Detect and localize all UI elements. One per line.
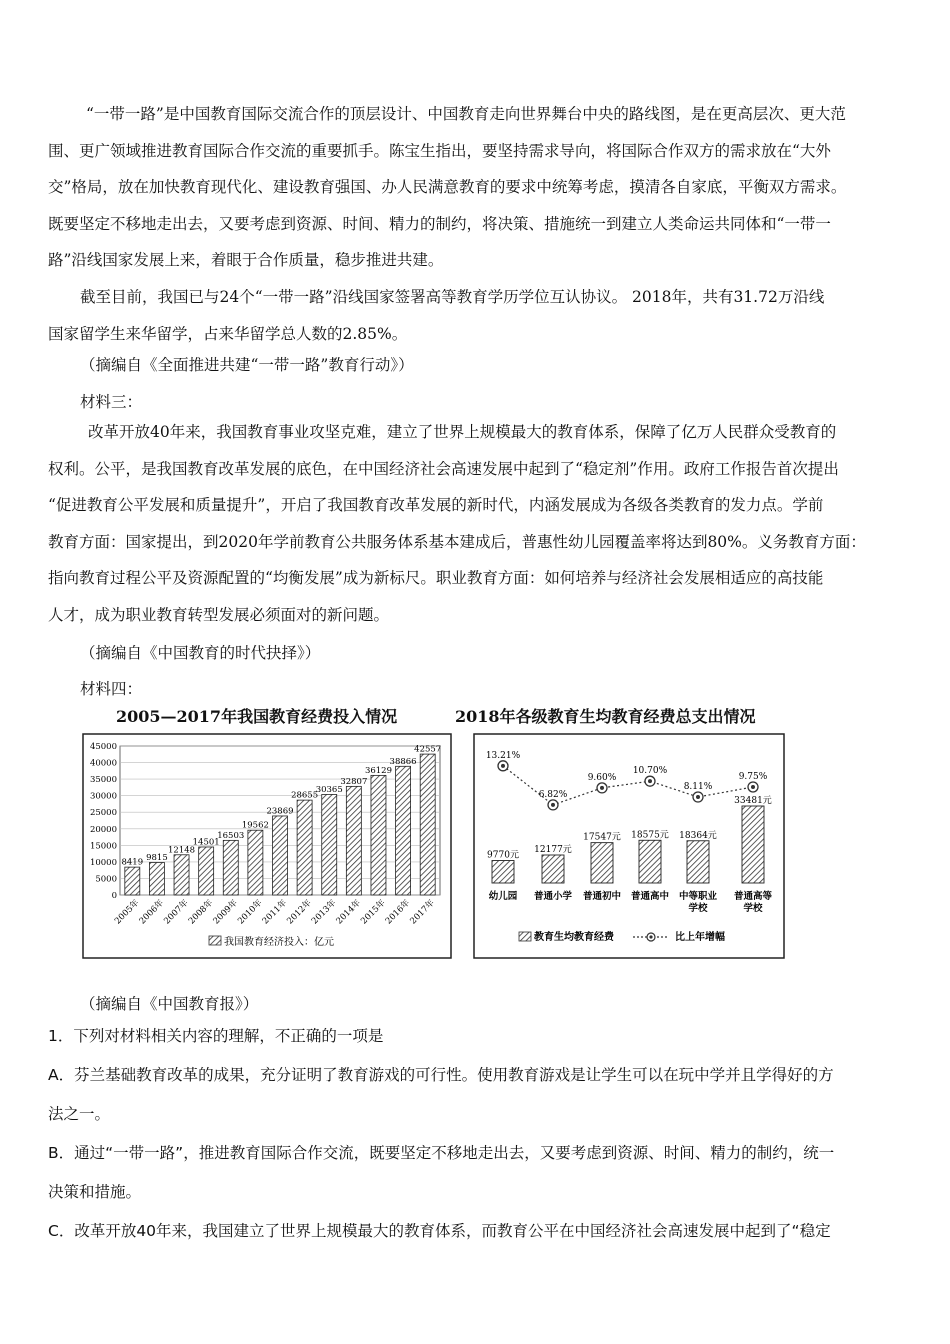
option-b-line[interactable]: 决策和措施。 bbox=[48, 1183, 142, 1201]
text-line: 交”格局，放在加快教育现代化、建设教育强国、办人民满意教育的要求中统筹考虑，摸清各自家底，平衡双方需求。 bbox=[48, 178, 847, 197]
bar-value-label: 12148 bbox=[168, 845, 196, 856]
growth-value-label: 9.60% bbox=[587, 772, 617, 783]
x-category-label: 幼儿园 bbox=[488, 891, 518, 902]
bar bbox=[492, 861, 514, 883]
bar bbox=[396, 766, 411, 895]
text-line: 既要坚定不移地走出去，又要考虑到资源、时间、精力的制约，将决策、措施统一到建立人类命运共同体和“一带一 bbox=[48, 214, 831, 233]
x-tick-label: 2005年 bbox=[113, 898, 142, 927]
x-tick-label: 2017年 bbox=[408, 898, 437, 927]
x-category-label: 普通高中 bbox=[630, 891, 670, 902]
text-line: 人才，成为职业教育转型发展必须面对的新问题。 bbox=[48, 605, 390, 624]
growth-point-dot bbox=[751, 785, 755, 789]
text-line: “一带一路”是中国教育国际交流合作的顶层设计、中国教育走向世界舞台中央的路线图，是在更高层次、更大范 bbox=[86, 105, 846, 123]
y-tick-label: 15000 bbox=[89, 841, 117, 852]
y-tick-label: 45000 bbox=[89, 742, 117, 752]
source-citation: （摘编自《中国教育的时代抉择》） bbox=[80, 644, 321, 662]
bar-value-label: 19562 bbox=[241, 820, 269, 831]
option-c-line[interactable]: C．改革开放40年来，我国建立了世界上规模最大的教育体系，而教育公平在中国经济社会高速发展中起到了“稳定 bbox=[48, 1222, 831, 1240]
growth-point-dot bbox=[600, 786, 604, 790]
text-line: 围、更广领域推进教育国际合作交流的重要抓手。陈宝生指出，要坚持需求导向，将国际合作双方的需求放在“大外 bbox=[48, 141, 831, 160]
x-tick-label: 2007年 bbox=[162, 898, 191, 927]
bar-value-label: 14501 bbox=[192, 837, 220, 848]
growth-point-dot bbox=[696, 795, 700, 799]
x-category-label: 中等职业 bbox=[678, 891, 718, 902]
bar bbox=[125, 867, 140, 895]
bar bbox=[639, 840, 661, 883]
y-tick-label: 10000 bbox=[89, 857, 117, 868]
legend-swatch bbox=[209, 936, 221, 945]
bar-value-label: 32807 bbox=[340, 776, 368, 787]
material-label: 材料三： bbox=[80, 393, 143, 411]
legend-swatch bbox=[519, 932, 531, 941]
bar-value-label: 18364元 bbox=[679, 830, 717, 841]
bar bbox=[322, 794, 337, 895]
growth-value-label: 10.70% bbox=[632, 766, 668, 777]
bar bbox=[149, 863, 164, 895]
x-tick-label: 2016年 bbox=[383, 898, 413, 927]
chart2-frame bbox=[474, 734, 784, 958]
material3-paragraph bbox=[48, 414, 906, 634]
chart2-legend-line: 比上年增幅 bbox=[675, 932, 725, 943]
x-tick-label: 2008年 bbox=[186, 898, 216, 927]
y-tick-label: 30000 bbox=[89, 791, 117, 802]
bar-value-label: 23869 bbox=[266, 806, 294, 817]
bar bbox=[346, 786, 361, 895]
growth-point-dot bbox=[551, 803, 555, 807]
bar bbox=[371, 775, 386, 895]
x-category-label: 普通高等 bbox=[733, 891, 773, 902]
x-tick-label: 2012年 bbox=[285, 898, 314, 927]
text-line: 国家留学生来华留学，占来华留学总人数的2.85%。 bbox=[48, 324, 408, 343]
x-category-label: 学校 bbox=[688, 903, 708, 914]
bar-value-label: 8419 bbox=[121, 857, 144, 868]
text-line: 路”沿线国家发展上来，着眼于合作质量，稳步推进共建。 bbox=[48, 251, 444, 270]
growth-point-dot bbox=[501, 764, 505, 768]
y-tick-label: 40000 bbox=[89, 758, 117, 769]
x-category-label: 普通初中 bbox=[582, 891, 622, 902]
bar-value-label: 12177元 bbox=[534, 844, 572, 855]
x-tick-label: 2009年 bbox=[211, 898, 240, 927]
bar-value-label: 30365 bbox=[315, 784, 343, 795]
x-category-label: 学校 bbox=[743, 903, 763, 914]
y-tick-label: 20000 bbox=[89, 824, 117, 835]
y-tick-label: 5000 bbox=[95, 874, 117, 885]
material2-paragraph-2 bbox=[48, 279, 906, 352]
bar bbox=[297, 800, 312, 895]
bar bbox=[687, 841, 709, 883]
y-tick-label: 25000 bbox=[89, 808, 117, 819]
bar-value-label: 42557 bbox=[414, 744, 442, 755]
bar bbox=[273, 816, 288, 895]
bar bbox=[248, 830, 263, 895]
text-line: 指向教育过程公平及资源配置的“均衡发展”成为新标尺。职业教育方面：如何培养与经济社会发展相适应的高技能 bbox=[48, 569, 824, 588]
growth-point-dot bbox=[648, 779, 652, 783]
source-citation: （摘编自《全面推进共建“一带一路”教育行动》） bbox=[80, 356, 414, 374]
bar bbox=[174, 855, 189, 895]
y-tick-label: 35000 bbox=[89, 775, 117, 786]
chart1-title: 2005—2017年我国教育经费投入情况 bbox=[116, 707, 398, 726]
text-line: “促进教育公平发展和质量提升”，开启了我国教育改革发展的新时代，内涵发展成为各级各类教育的发力点。学前 bbox=[48, 496, 824, 515]
x-tick-label: 2013年 bbox=[309, 898, 339, 927]
option-b-line[interactable]: B．通过“一带一路”，推进教育国际合作交流，既要坚定不移地走出去，又要考虑到资源、时间、精力的制约，统一 bbox=[48, 1144, 835, 1162]
chart1-education-funding bbox=[82, 733, 452, 959]
bar bbox=[742, 806, 764, 883]
bar bbox=[199, 847, 214, 895]
text-line: 改革开放40年来，我国教育事业攻坚克难，建立了世界上规模最大的教育体系，保障了亿万人民群众受教育的 bbox=[88, 423, 837, 441]
chart2-legend-bars: 教育生均教育经费 bbox=[534, 932, 614, 943]
source-citation: （摘编自《中国教育报》） bbox=[80, 995, 259, 1013]
legend-marker-dot bbox=[649, 935, 652, 938]
bar-value-label: 16503 bbox=[217, 830, 245, 841]
bar bbox=[223, 840, 238, 895]
text-line: 截至目前，我国已与24个“一带一路”沿线国家签署高等教育学历学位互认协议。 2018年，共有31.72万沿线 bbox=[80, 288, 825, 306]
material-label: 材料四： bbox=[80, 680, 143, 698]
option-a-line[interactable]: A．芬兰基础教育改革的成果，充分证明了教育游戏的可行性。使用教育游戏是让学生可以在玩中学并且学得好的方 bbox=[48, 1066, 834, 1084]
bar-value-label: 36129 bbox=[364, 765, 392, 776]
bar bbox=[542, 855, 564, 883]
bar-value-label: 28655 bbox=[291, 790, 319, 801]
x-tick-label: 2014年 bbox=[334, 898, 363, 927]
option-a-line[interactable]: 法之一。 bbox=[48, 1105, 111, 1123]
bar-value-label: 9815 bbox=[146, 853, 168, 864]
bar bbox=[420, 754, 435, 895]
growth-value-label: 13.21% bbox=[485, 750, 521, 761]
x-category-label: 普通小学 bbox=[533, 891, 573, 902]
bar-value-label: 33481元 bbox=[734, 796, 772, 806]
question-block bbox=[48, 1017, 908, 1251]
x-tick-label: 2010年 bbox=[236, 898, 265, 927]
bar-value-label: 18575元 bbox=[631, 830, 669, 841]
bar bbox=[591, 843, 613, 883]
bar-value-label: 9770元 bbox=[487, 850, 519, 861]
bar-value-label: 17547元 bbox=[583, 832, 621, 843]
text-line: 教育方面：国家提出，到2020年学前教育公共服务体系基本建成后，普惠性幼儿园覆盖率将达到80%。义务教育方面： bbox=[48, 532, 866, 551]
x-tick-label: 2011年 bbox=[260, 898, 290, 927]
chart1-legend-label: 我国教育经济投入：亿元 bbox=[224, 937, 334, 948]
x-tick-label: 2006年 bbox=[137, 898, 167, 927]
chart2-title: 2018年各级教育生均教育经费总支出情况 bbox=[455, 707, 756, 726]
question-stem: 1．下列对材料相关内容的理解，不正确的一项是 bbox=[48, 1027, 384, 1045]
y-tick-label: 0 bbox=[111, 891, 117, 901]
bar-value-label: 38866 bbox=[389, 756, 417, 767]
growth-value-label: 6.82% bbox=[538, 789, 568, 800]
growth-value-label: 8.11% bbox=[683, 781, 713, 792]
text-line: 权利。公平，是我国教育改革发展的底色，在中国经济社会高速发展中起到了“稳定剂”作用。政府工作报告首次提出 bbox=[48, 459, 839, 478]
material2-paragraph-1 bbox=[48, 96, 906, 279]
x-tick-label: 2015年 bbox=[359, 898, 388, 927]
growth-value-label: 9.75% bbox=[738, 771, 768, 782]
chart2-per-student-spending bbox=[473, 733, 785, 959]
